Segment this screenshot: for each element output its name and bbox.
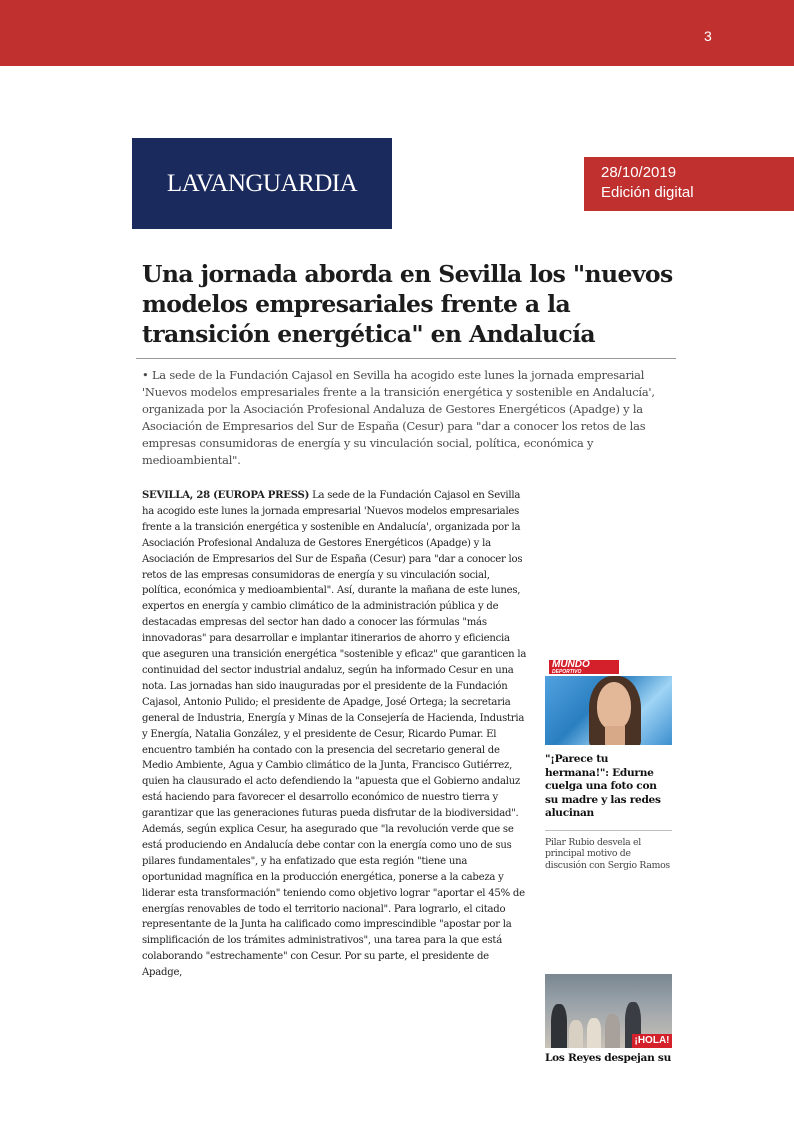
related-title-2[interactable]: Los Reyes despejan su [545,1052,671,1064]
related-article-1[interactable] [545,658,672,871]
hola-badge: ¡HOLA! [632,1034,672,1048]
related-article-2[interactable] [545,974,672,1065]
edition-label: Edición digital [601,184,694,201]
date-box [584,157,794,211]
mundo-deportivo-badge [549,660,619,674]
headline-divider [136,358,676,359]
top-banner [0,0,794,66]
photo-figure [587,1018,601,1048]
photo-figure [605,1014,620,1048]
article-body-text: La sede de la Fundación Cajasol en Sevilla ha acogido este lunes la jornada empresarial 'Nuevos modelos empresariales frente a la transición energética y sostenible en Andalucía', organizada por la Asociación Profesional Andaluza de Gestores Energéticos (Apadge) y la Asociación de Empresarios del Sur de España (Cesur) para "dar a conocer los retos de las empresas consumidoras de energía y su vinculación social, política, económica y medioambiental". Así, durante la mañana de este lunes, expertos en energía y cambio climático de la administración pública y de destacadas empresas del sector han dado a conocer las fórmulas "más innovadoras" para desarrollar e implantar itinerarios de ahorro y eficiencia que aseguren una transición energética "sostenible y eficaz" que garanticen la continuidad del sector industrial andaluz, según ha informado Cesur en una nota. Las jornadas han sido inauguradas por el presidente de la Fundación Cajasol, Antonio Pulido; el presidente de Apadge, José Ortega; la secretaria general de Industria, Energía y Minas de la Consejería de Hacienda, Industria y Energía, Natalia González, y el presidente de Cesur, Ricardo Pumar. El encuentro también ha contado con la presencia del secretario general de Medio Ambiente, Agua y Cambio climático de la Junta, Francisco Gutiérrez, quien ha clausurado el acto defendiendo la "apuesta que el Gobierno andaluz está haciendo para favorecer el desarrollo económico de nuestro tierra y garantizar que las generaciones futuras pueda disfrutar de la biodiversidad". Además, según explica Cesur, ha asegurado que "la revolución verde que se está produciendo en Andalucía debe contar con la energía como uno de sus pilares fundamentales", y ha enfatizado que esta región "tiene una oportunidad magnífica en la producción energética, ponerse a la cabeza y liderar esta transformación" teniendo como objetivo lograr "aportar el 45% de energías renovables de todo el territorio nacional". Para lograrlo, el citado representante de la Junta ha calificado como imprescindible "apostar por la simplificación de los trámites administrativos", una tarea para la que está colaborando "estrechamente" con Cesur. Por su parte, el presidente de Apadge, [142,490,527,979]
photo-neck [605,726,625,745]
photo-figure [569,1020,583,1048]
article-lead: • La sede de la Fundación Cajasol en Sevilla ha acogido este lunes la jornada empresarial 'Nuevos modelos empresariales frente a la transición energética y sostenible en Andalucía', organizada por la Asociación Profesional Andaluza de Gestores Energéticos (Apadge) y la Asociación de Empresarios del Sur de España (Cesur) para "dar a conocer los retos de las empresas consumidoras de energía y su vinculación social, política, económica y medioambiental". [142,368,655,467]
badge-main: MUNDO [552,659,590,670]
article-body [142,488,527,981]
source-band [545,658,672,676]
related-thumbnail-1[interactable] [545,658,672,745]
photo-figure [551,1004,567,1048]
related-secondary-link[interactable]: Pilar Rubio desvela el principal motivo de discusión con Sergio Ramos [545,836,670,871]
badge-sub: DEPORTIVO [552,669,582,675]
related-divider [545,830,672,831]
article-headline: Una jornada aborda en Sevilla los "nuevos modelos empresariales frente a la transición energética" en Andalucía [142,260,673,348]
related-title-1[interactable]: "¡Parece tu hermana!": Edurne cuelga una foto con su madre y las redes alucinan [545,753,661,819]
page-number: 3 [704,28,712,44]
photo-face [597,682,631,730]
article-dateline: SEVILLA, 28 (EUROPA PRESS) [142,490,310,501]
related-thumbnail-2[interactable] [545,974,672,1048]
publication-date: 28/10/2019 [601,164,677,181]
logo-text: LAVANGUARDIA [166,169,358,197]
newspaper-logo [132,138,392,229]
